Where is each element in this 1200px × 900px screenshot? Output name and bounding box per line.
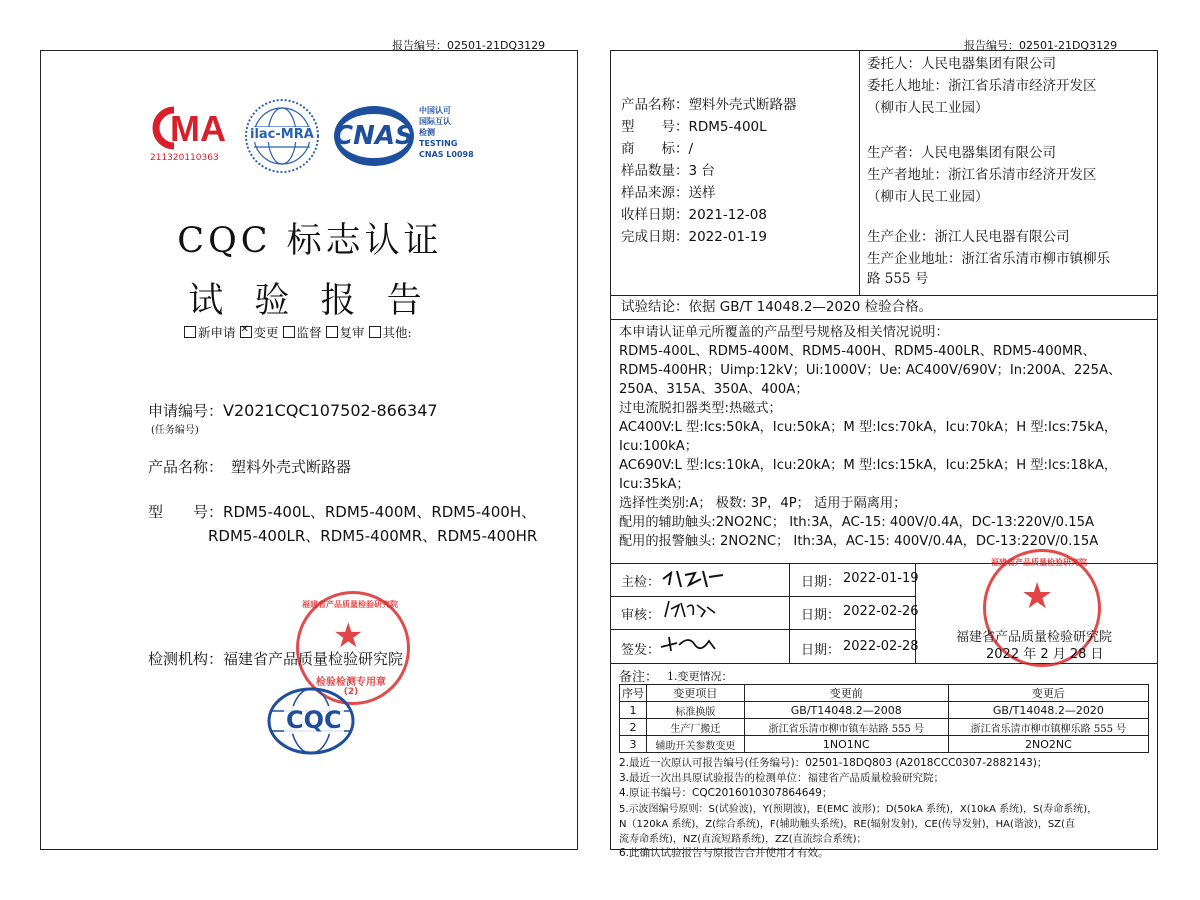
info-value: RDM5-400L (688, 119, 767, 135)
cover-title: CQC 标志认证 (177, 221, 443, 261)
report-number-right: 报告编号：02501-21DQ3129 (964, 39, 1118, 52)
model-value-line1: RDM5-400L、RDM5-400M、RDM5-400H、 (223, 503, 537, 521)
notes-label: 备注： (619, 670, 659, 685)
approver-date-label: 日期： (801, 643, 841, 658)
desc-line: RDM5-400L、RDM5-400M、RDM5-400H、RDM5-400LR、RDM5-400MR、 (619, 344, 1096, 359)
info-value: 3 台 (688, 163, 715, 179)
reviewer-signature-icon (661, 597, 721, 621)
info-label: 收样日期： (621, 207, 689, 223)
info-value: 2022-01-19 (688, 229, 767, 245)
note-line: 3.最近一次出具原试验报告的检测单位：福建省产品质量检验研究院； (619, 772, 945, 784)
info-row (621, 228, 797, 247)
checkbox-change[interactable]: ✕ 变更 (240, 325, 279, 340)
table-row (620, 719, 1149, 736)
checkbox-review[interactable]: 复审 (326, 325, 365, 340)
table-header-cell: 序号 (620, 685, 647, 702)
model-label: 型 号： (148, 503, 224, 521)
issuer-seal-text: 福建省产品质量检验研究院 (991, 558, 1087, 567)
info-label: 产品名称： (621, 97, 689, 113)
desc-line: RDM5-400HR；Uimp:12kV；Ui:1000V；Ue: AC400V/690V；In:200A、225A、 (619, 363, 1122, 378)
checkbox-other[interactable]: 其他: (369, 325, 412, 340)
application-number-row (148, 400, 438, 421)
ilac-text: ilac-MRA (250, 127, 314, 142)
info-row (621, 118, 797, 137)
divider (789, 563, 790, 663)
checkbox-new[interactable]: 新申请 (184, 325, 236, 340)
table-row (620, 702, 1149, 719)
sample-info (621, 96, 797, 247)
note-line: N（120kA 系统)，Z(综合系统)，F(辅助触头系统)，RE(辐射发射)，CE(传导发射)，HA(谐波)，SZ(直 (619, 819, 1075, 830)
note-line: 2.最近一次原认可报告编号(任务编号)：02501-18DQ803 (A2018CCC0307-2882143)； (619, 757, 1048, 769)
seal-top-text: 福建省产品质量检验研究院 (302, 600, 398, 609)
info-value: 2021-12-08 (688, 207, 767, 223)
reviewer-date: 2022-02-26 (843, 604, 919, 619)
inspector-signature-icon (661, 565, 731, 589)
divider (611, 295, 1157, 296)
cma-letters: MA (170, 108, 226, 149)
cover-subtitle: 试 验 报 告 (188, 281, 432, 321)
note-line: 4.原证书编号：CQC2016010307864649； (619, 787, 833, 799)
desc-line: 本申请认证单元所覆盖的产品型号规格及相关情况说明： (619, 325, 949, 340)
client-line: 生产者地址：浙江省乐清市经济开发区 (867, 167, 1097, 183)
change-table (619, 684, 1149, 753)
inspector-date: 2022-01-19 (843, 571, 919, 586)
table-header-cell: 变更前 (744, 685, 948, 702)
application-number-label: 申请编号： (148, 402, 224, 420)
issuer-seal-star-icon: ★ (1021, 576, 1054, 617)
divider (611, 319, 1157, 320)
info-row (621, 140, 797, 159)
info-label: 完成日期： (621, 229, 689, 245)
cnas-logo (331, 103, 481, 169)
table-header-cell: 变更项目 (647, 685, 745, 702)
cnas-caption-line: 中国认可 (419, 106, 451, 115)
info-value: 塑料外壳式断路器 (688, 97, 797, 113)
seal-number: (2) (343, 687, 359, 697)
model-value-line2: RDM5-400LR、RDM5-400MR、RDM5-400HR (208, 527, 538, 545)
desc-line: 配用的报警触头: 2NO2NC； Ith:3A，AC-15: 400V/0.4A，DC-13:220V/0.15A (619, 534, 1099, 549)
cma-logo (146, 106, 228, 166)
cqc-logo (266, 686, 356, 756)
product-name-label: 产品名称： (148, 458, 224, 476)
table-cell: GB/T14048.2—2008 (744, 702, 948, 719)
info-label: 商 标： (621, 141, 689, 157)
info-value: / (688, 141, 694, 157)
issue-date: 2022 年 2 月 28 日 (986, 647, 1104, 662)
cnas-text: CNAS (334, 121, 414, 151)
note-line: 6.此确认试验报告与原报告合并使用才有效。 (619, 847, 829, 859)
desc-line: Icu:35kA； (619, 477, 690, 492)
table-cell: 浙江省乐清市柳市镇柳乐路 555 号 (948, 719, 1148, 736)
desc-line: 选择性类别:A； 极数: 3P，4P； 适用于隔离用； (619, 496, 907, 511)
product-name-row (148, 456, 351, 477)
desc-line: AC690V:L 型:Ics:10kA，Icu:20kA；M 型:Ics:15kA，Icu:25kA；H 型:Ics:18kA， (619, 458, 1118, 473)
product-name-value: 塑料外壳式断路器 (231, 458, 352, 476)
client-line: 路 555 号 (867, 271, 929, 287)
client-line: 委托人：人民电器集团有限公司 (867, 56, 1056, 72)
info-row (621, 96, 797, 115)
left-page-cover (40, 50, 578, 850)
table-cell: 浙江省乐清市柳市镇车站路 555 号 (744, 719, 948, 736)
desc-line: 配用的辅助触头:2NO2NC； Ith:3A，AC-15: 400V/0.4A，DC-13:220V/0.15A (619, 515, 1095, 530)
desc-line: 250A、315A、350A、400A； (619, 382, 809, 397)
client-info (867, 55, 1110, 289)
approver-date: 2022-02-28 (843, 639, 919, 654)
info-row (621, 184, 797, 203)
desc-line: AC400V:L 型:Ics:50kA，Icu:50kA；M 型:Ics:70kA，Icu:70kA；H 型:Ics:75kA， (619, 420, 1118, 435)
inspector-label: 主检： (621, 575, 661, 590)
note-line: 5.示波图编号原则：S(试验波)，Y(预期波)，E(EMC 波形)；D(50kA 系统)，X(10kA 系统)，S(寿命系统)， (619, 804, 1098, 815)
seal-star-icon: ★ (333, 616, 364, 656)
info-label: 样品来源： (621, 185, 689, 201)
cnas-caption (419, 105, 474, 160)
note-line: 流寿命系统)，NZ(直流短路系统)，ZZ(直流综合系统)； (619, 834, 867, 845)
right-page-results (610, 50, 1158, 859)
client-line: 生产者：人民电器集团有限公司 (867, 145, 1056, 161)
task-number-note: (任务编号) (151, 425, 199, 436)
table-cell: 2 (620, 719, 647, 736)
testing-org-label: 检测机构： (148, 650, 224, 668)
approver-signature-icon (659, 631, 719, 655)
client-line: （柳市人民工业园） (867, 189, 989, 205)
info-row (621, 162, 797, 181)
note-change-title: 1.变更情况： (667, 670, 733, 683)
cqc-text: CQC (286, 706, 342, 734)
divider (611, 663, 1157, 664)
divider (859, 51, 860, 295)
ilac-mra-logo (243, 97, 321, 175)
table-cell: 1NO1NC (744, 736, 948, 753)
issuer-name: 福建省产品质量检验研究院 (956, 630, 1113, 645)
table-row (620, 736, 1149, 753)
client-line: 生产企业地址：浙江省乐清市柳市镇柳乐 (867, 251, 1110, 267)
table-header-row (620, 685, 1149, 702)
seal-bottom-text: 检验检测专用章 (316, 677, 386, 688)
client-line: （柳市人民工业园） (867, 100, 989, 116)
cnas-caption-line: 国际互认 (419, 117, 451, 126)
info-value: 送样 (688, 185, 716, 201)
reviewer-date-label: 日期： (801, 608, 841, 623)
testing-org-row (148, 648, 403, 669)
table-cell: 3 (620, 736, 647, 753)
cnas-caption-line: 检测 (419, 128, 435, 137)
cnas-caption-line: TESTING (419, 139, 458, 148)
test-conclusion: 试验结论：依据 GB/T 14048.2—2020 检验合格。 (621, 299, 933, 315)
cma-code: 211320110363 (150, 153, 219, 163)
table-cell: GB/T14048.2—2020 (948, 702, 1148, 719)
info-label: 样品数量： (621, 163, 689, 179)
info-row (621, 206, 797, 225)
info-label: 型 号： (621, 119, 689, 135)
model-description (619, 323, 1121, 551)
application-number-value: V2021CQC107502-866347 (223, 401, 438, 420)
report-type-checkboxes (184, 323, 412, 341)
report-number-left: 报告编号：02501-21DQ3129 (392, 39, 546, 52)
desc-line: Icu:100kA； (619, 439, 698, 454)
checkbox-supervision[interactable]: 监督 (283, 325, 322, 340)
divider (611, 629, 915, 630)
testing-org-value: 福建省产品质量检验研究院 (223, 650, 404, 668)
divider (611, 596, 915, 597)
table-header-cell: 变更后 (948, 685, 1148, 702)
reviewer-label: 审核： (621, 608, 661, 623)
table-cell: 1 (620, 702, 647, 719)
inspector-date-label: 日期： (801, 575, 841, 590)
client-line: 生产企业：浙江人民电器有限公司 (867, 229, 1070, 245)
model-row (148, 501, 536, 522)
cnas-caption-line: CNAS L0098 (419, 150, 474, 159)
table-cell: 辅助开关参数变更 (647, 736, 745, 753)
table-cell: 生产厂搬迁 (647, 719, 745, 736)
table-cell: 2NO2NC (948, 736, 1148, 753)
table-cell: 标准换版 (647, 702, 745, 719)
client-line: 委托人地址：浙江省乐清市经济开发区 (867, 78, 1097, 94)
approver-label: 签发： (621, 643, 661, 658)
desc-line: 过电流脱扣器类型:热磁式； (619, 401, 782, 416)
